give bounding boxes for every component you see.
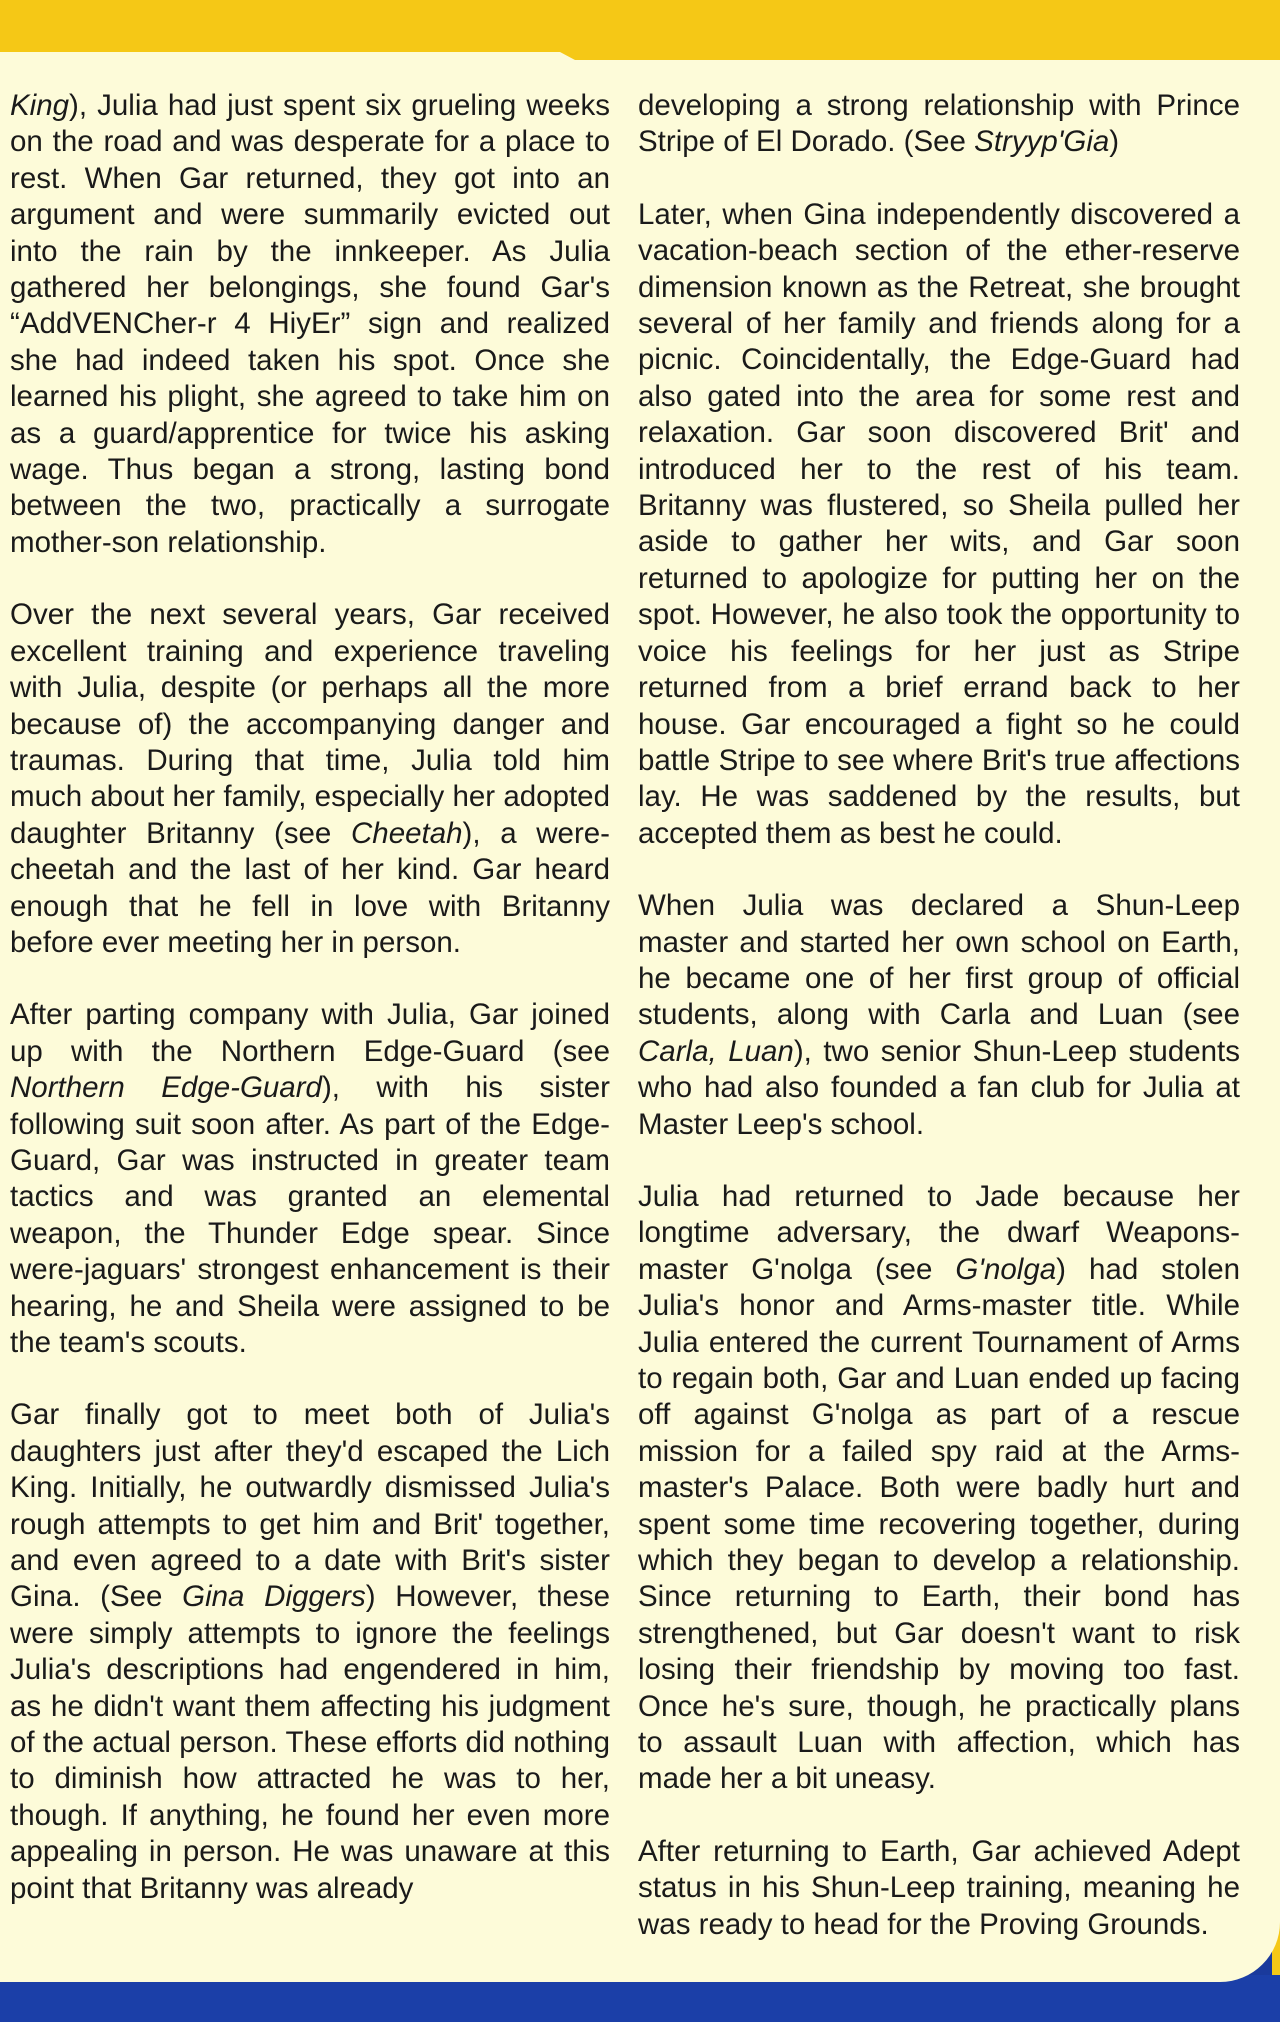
italic-ref: Gina Diggers: [182, 1580, 366, 1614]
left-column: [10, 88, 610, 1943]
paragraph-right-5: After returning to Earth, Gar achieved Adept status in his Shun-Leep training, meaning he was ready to head for the Proving Grounds.: [638, 1834, 1240, 1941]
italic-ref: King: [10, 89, 70, 122]
italic-ref: G'nolga: [955, 1252, 1057, 1286]
paragraph-left-1: King), Julia had just spent six grueling weeks on the road and was desperate for a place to rest. When Gar returned, they got into an argument and were summarily evicted out into the rain by the innkeeper. As Julia gathered her belongings, she found Gar's “AddVENCher-r 4 HiyEr” sign and realized she had indeed taken his spot. Once she learned his plight, she agreed to take him on as a guard/apprentice for twice his asking wage. Thus began a strong, lasting bond between the two, practically a surrogate mother-son relationship.: [10, 89, 610, 559]
paragraph-left-3: After parting company with Julia, Gar joined up with the Northern Edge-Guard (see Northern Edge-Guard), with his sister following suit soon after. As part of the Edge-Guard, Gar was instructed in greater team tactics and was granted an elemental weapon, the Thunder Edge spear. Since were-jaguars' strongest enhancement is their hearing, he and Sheila were assigned to be the team's scouts.: [10, 998, 610, 1359]
italic-ref: Northern Edge-Guard: [10, 1071, 322, 1105]
italic-ref: Carla, Luan: [638, 1034, 794, 1068]
italic-ref: Cheetah: [350, 816, 463, 850]
paragraph-right-2: Later, when Gina independently discovered a vacation-beach section of the ether-reserve dimension known as the Retreat, she brought several of her family and friends along for a picnic. Coincidentally, the Edge-Guard had also gated into the area for some rest and relaxation. Gar soon discovered Brit' and introduced her to the rest of his team. Britanny was flustered, so Sheila pulled her aside to gather her wits, and Gar soon returned to apologize for putting her on the spot. However, he also took the opportunity to voice his feelings for her just as Stripe returned from a brief errand back to her house. Gar encouraged a fight so he could battle Stripe to see where Brit's true affections lay. He was saddened by the results, but accepted them as best he could.: [638, 197, 1240, 850]
paragraph-left-2: Over the next several years, Gar received excellent training and experience traveling with Julia, despite (or perhaps all the more because of) the accompanying danger and traumas. During that time, Julia told him much about her family, especially her adopted daughter Britanny (see Cheetah), a were-cheetah and the last of her kind. Gar heard enough that he fell in love with Britanny before ever meeting her in person.: [10, 598, 610, 959]
paragraph-right-3: When Julia was declared a Shun-Leep master and started her own school on Earth, he became one of her first group of official students, along with Carla and Luan (see Carla, Luan), two senior Shun-Leep students who had also founded a fan club for Julia at Master Leep's school.: [638, 889, 1240, 1141]
paragraph-right-1: developing a strong relationship with Prince Stripe of El Dorado. (See Stryyp'Gia): [638, 89, 1240, 159]
paragraph-left-4: Gar finally got to meet both of Julia's daughters just after they'd escaped the Lich King. Initially, he outwardly dismissed Julia's rough attempts to get him and Brit' together, and even agreed to a date with Brit's sister Gina. (See Gina Diggers) However, these were simply attempts to ignore the feelings Julia's descriptions had engendered in him, as he didn't want them affecting his judgment of the actual person. These efforts did nothing to diminish how attracted he was to her, though. If anything, he found her even more appealing in person. He was unaware at this point that Britanny was already: [10, 1398, 611, 1905]
bottom-blue-band: [0, 1975, 1280, 2022]
right-column: [638, 88, 1240, 1979]
top-yellow-band: [0, 0, 1280, 60]
paragraph-right-4: Julia had returned to Jade because her longtime adversary, the dwarf Weapons-master G'nolga (see G'nolga) had stolen Julia's honor and Arms-master title. While Julia entered the current Tournament of Arms to regain both, Gar and Luan ended up facing off against G'nolga as part of a rescue mission for a failed spy raid at the Arms-master's Palace. Both were badly hurt and spent some time recovering together, during which they began to develop a relationship. Since returning to Earth, their bond has strengthened, but Gar doesn't want to risk losing their friendship by moving too fast. Once he's sure, though, he practically plans to assault Luan with affection, which has made her a bit uneasy.: [638, 1179, 1241, 1796]
italic-ref: Stryyp'Gia: [974, 125, 1110, 159]
